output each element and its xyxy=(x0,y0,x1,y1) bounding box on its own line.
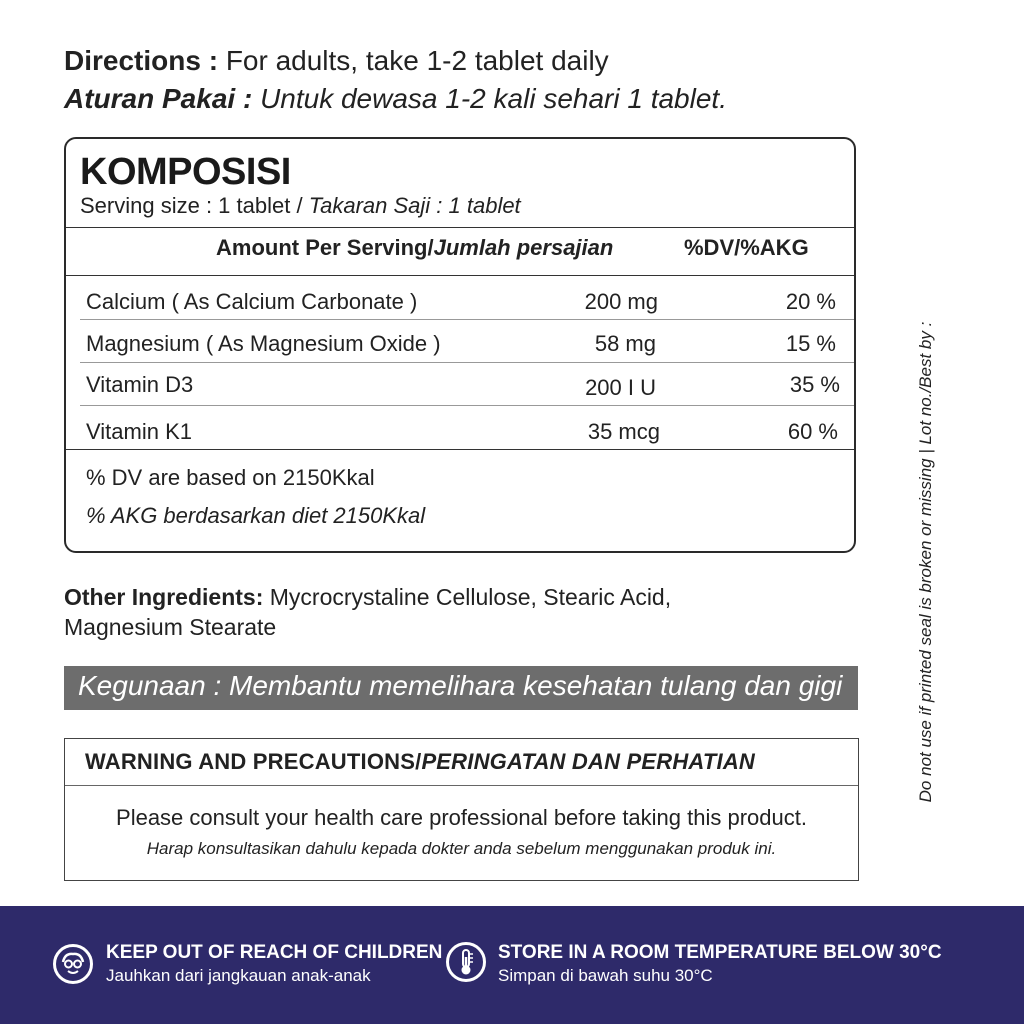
row-name: Vitamin K1 xyxy=(86,419,192,444)
seal-lot-notice: Do not use if printed seal is broken or missing | Lot no./Best by : xyxy=(916,321,935,803)
header-amount xyxy=(216,235,613,261)
divider xyxy=(66,227,854,228)
benefit-text: Kegunaan : Membantu memelihara kesehatan tulang dan gigi xyxy=(78,670,843,701)
row-dv: 20 % xyxy=(785,289,836,314)
composition-title: KOMPOSISI xyxy=(80,151,291,193)
warning-title-id: PERINGATAN DAN PERHATIAN xyxy=(421,749,756,774)
directions-en-text: For adults, take 1-2 tablet daily xyxy=(225,45,609,76)
divider xyxy=(66,275,854,276)
header-dv: %DV/%AKG xyxy=(684,235,809,260)
row-name: Vitamin D3 xyxy=(86,372,194,397)
footer-children-title: KEEP OUT OF REACH OF CHILDREN xyxy=(106,942,443,963)
serving-size-en: Serving size : 1 tablet / xyxy=(80,193,303,218)
other-ingredients xyxy=(64,582,784,642)
directions-id xyxy=(64,82,727,116)
warning-title xyxy=(85,749,755,775)
warning-title-en: WARNING AND PRECAUTIONS/ xyxy=(85,749,422,774)
directions-en xyxy=(64,44,609,78)
directions-id-label: Aturan Pakai : xyxy=(64,83,253,114)
dv-note-id: % AKG berdasarkan diet 2150Kkal xyxy=(86,503,426,528)
other-ingredients-text: Mycrocrystaline Cellulose, Stearic Acid, Magnesium Stearate xyxy=(64,584,672,640)
benefit-banner xyxy=(64,666,858,710)
row-amount: 58 mg xyxy=(594,331,656,356)
thermometer-icon xyxy=(446,942,486,982)
row-name: Calcium ( As Calcium Carbonate ) xyxy=(86,289,418,314)
warning-panel xyxy=(64,738,859,881)
warning-text-id: Harap konsultasikan dahulu kepada dokter anda sebelum menggunakan produk ini. xyxy=(146,839,777,858)
serving-size xyxy=(80,193,521,219)
other-ingredients-label: Other Ingredients: xyxy=(64,584,264,610)
composition-panel xyxy=(64,137,856,553)
dv-note-en: % DV are based on 2150Kkal xyxy=(86,465,375,490)
row-dv: 60 % xyxy=(787,419,838,444)
warning-text-en: Please consult your health care professional before taking this product. xyxy=(116,805,807,830)
child-face-icon xyxy=(53,944,93,984)
row-dv: 35 % xyxy=(789,372,840,397)
row-amount: 35 mcg xyxy=(587,419,660,444)
header-amount-id: Jumlah persajian xyxy=(433,235,614,260)
row-name: Magnesium ( As Magnesium Oxide ) xyxy=(86,331,441,356)
footer-bar xyxy=(0,906,1024,1024)
header-amount-en: Amount Per Serving/ xyxy=(216,235,434,260)
row-divider xyxy=(80,362,854,363)
divider xyxy=(65,785,858,786)
directions-id-text: Untuk dewasa 1-2 kali sehari 1 tablet. xyxy=(260,83,727,114)
row-amount: 200 I U xyxy=(585,375,656,400)
footer-storage-subtitle: Simpan di bawah suhu 30°C xyxy=(498,966,713,985)
footer-children-subtitle: Jauhkan dari jangkauan anak-anak xyxy=(106,966,371,985)
directions-en-label: Directions : xyxy=(64,45,219,76)
row-amount: 200 mg xyxy=(584,289,658,314)
row-divider xyxy=(80,319,854,320)
row-divider xyxy=(80,405,854,406)
row-dv: 15 % xyxy=(785,331,836,356)
divider xyxy=(66,449,854,450)
footer-storage-title: STORE IN A ROOM TEMPERATURE BELOW 30°C xyxy=(498,942,942,963)
serving-size-id: Takaran Saji : 1 tablet xyxy=(308,193,521,218)
